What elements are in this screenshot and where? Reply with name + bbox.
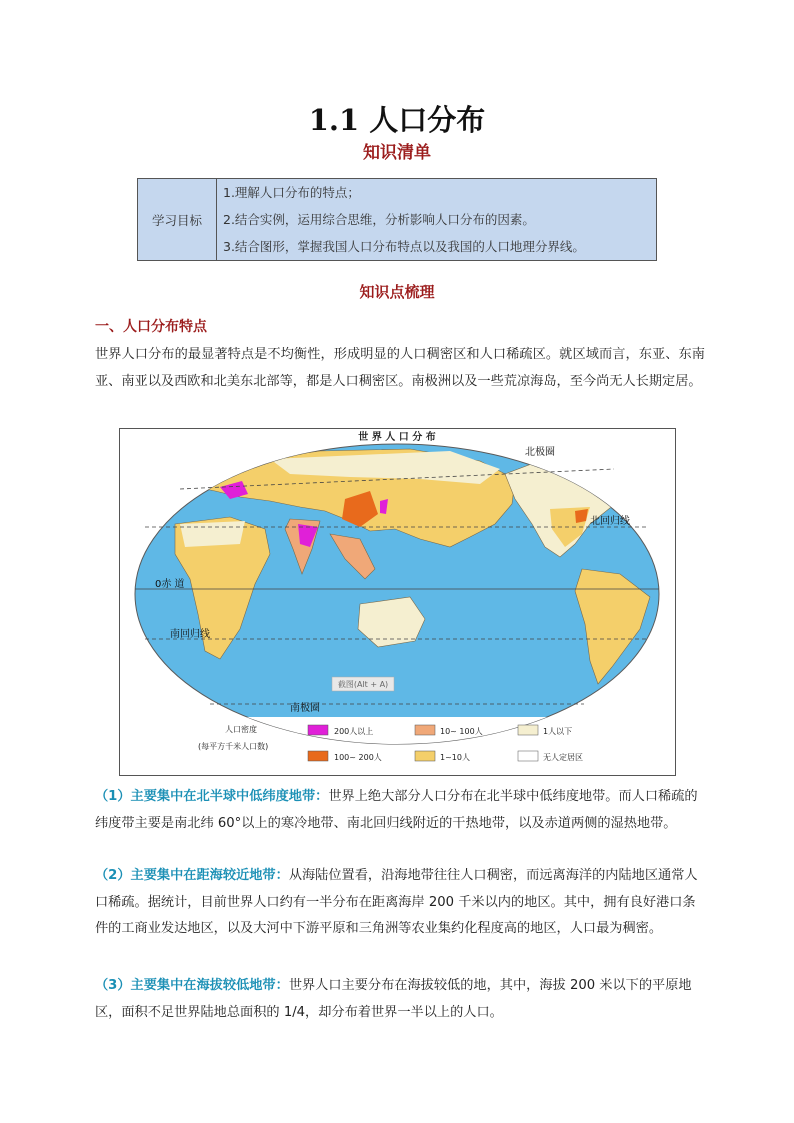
point-2-key: （2）主要集中在距海较近地带：	[95, 868, 289, 883]
legend-swatch	[415, 725, 435, 735]
page-title: 1.1 人口分布	[308, 103, 486, 137]
legend-label: 无人定居区	[543, 753, 583, 762]
legend-swatch	[518, 751, 538, 761]
point-3-text: 世界人口主要分布在海拔较低的地，其中，海拔 200 米以下的平原地区，面积不足世界陆地总面积的 1/4，却分布着世界一半以上的人口。	[95, 978, 692, 1020]
heading-population-features: 一、人口分布特点	[95, 319, 207, 335]
point-3-key: （3）主要集中在海拔较低地带：	[95, 978, 289, 993]
goal-item: 3.结合图形，掌握我国人口分布特点以及我国的人口地理分界线。	[223, 239, 585, 254]
legend-label: 1~10人	[440, 753, 470, 762]
point-1-text: 世界上绝大部分人口分布在北半球中低纬度地带。而人口稀疏的纬度带主要是南北纬 60°以上的寒冷地带、南北回归线附近的干热地带，以及赤道两侧的湿热地带。	[95, 789, 698, 831]
legend-title: 人口密度	[225, 725, 257, 734]
land-sahara	[180, 521, 245, 547]
legend-label: 10~ 100人	[440, 727, 483, 736]
legend-label: 100~ 200人	[334, 753, 382, 762]
label-antarctic: 南极圈	[290, 703, 320, 714]
subtitle: 知识清单	[363, 143, 431, 163]
point-2-text: 从海陆位置看，沿海地带往往人口稠密，而远离海洋的内陆地区通常人口稀疏。据统计，目前世界人口约有一半分布在距离海岸 200 千米以内的地区。其中，拥有良好港口条件的工商业发达地区，以及大河中下游平原和三角洲等农业集约化程度高的地区，人口最为稠密。	[95, 868, 698, 936]
intro-paragraph: 世界人口分布的最显著特点是不均衡性，形成明显的人口稠密区和人口稀疏区。就区域而言，东亚、东南亚、南亚以及西欧和北美东北部等，都是人口稠密区。南极洲以及一些荒凉海岛，至今尚无人长期定居。	[95, 347, 705, 389]
legend-swatch	[518, 725, 538, 735]
map-svg	[120, 429, 675, 775]
point-3	[95, 973, 707, 1026]
section-title: 知识点梳理	[359, 283, 435, 301]
goals-label: 学习目标	[138, 179, 217, 261]
label-arctic: 北极圈	[525, 447, 555, 458]
watermark-text: 截图(Alt + A)	[337, 680, 389, 689]
label-tropic-cancer: 北回归线	[590, 516, 630, 527]
legend-swatch	[415, 751, 435, 761]
world-population-map	[119, 428, 676, 776]
goal-item: 2.结合实例，运用综合思维，分析影响人口分布的因素。	[223, 212, 535, 227]
legend-swatch	[308, 751, 328, 761]
map-title: 世 界 人 口 分 布	[358, 432, 436, 443]
land-antarctica	[120, 717, 675, 757]
point-1-key: （1）主要集中在北半球中低纬度地带：	[95, 789, 329, 804]
point-1	[95, 784, 707, 837]
legend-swatch	[308, 725, 328, 735]
goals-list	[217, 179, 657, 261]
legend-label: 1人以下	[543, 727, 573, 736]
legend-subtitle: (每平方千米人口数)	[198, 742, 269, 751]
point-2	[95, 863, 707, 943]
legend-label: 200人以上	[334, 727, 374, 736]
label-tropic-capricorn: 南回归线	[170, 629, 210, 640]
goal-item: 1.理解人口分布的特点；	[223, 185, 360, 200]
label-equator: 0赤 道	[155, 579, 185, 590]
learning-goals-table	[137, 178, 657, 261]
